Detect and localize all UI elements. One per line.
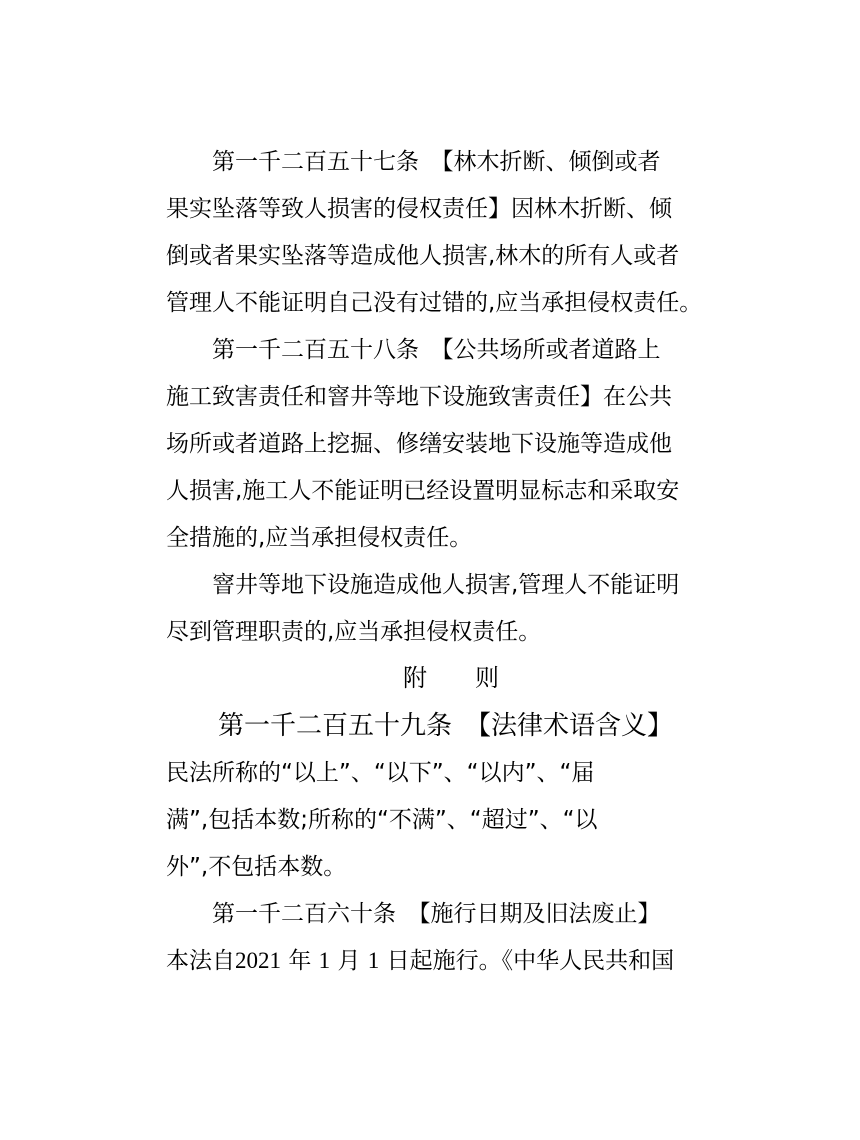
- effective-date-prefix: 本法自: [166, 948, 235, 974]
- effective-year: 2021: [235, 948, 281, 973]
- article-1259-title: 第一千二百五十九条 【法律术语含义】: [218, 711, 674, 741]
- article-1257-title: 第一千二百五十七条 【林木折断、倾倒或者: [212, 149, 661, 175]
- article-1260-title: 第一千二百六十条 【施行日期及旧法废止】: [212, 901, 661, 927]
- effective-month: 1: [318, 948, 331, 973]
- effective-day: 1: [367, 948, 380, 973]
- article-1258-line-4: 人损害,施工人不能证明已经设置明显标志和采取安: [166, 478, 680, 504]
- article-1257-line-2: 果实坠落等致人损害的侵权责任】因林木折断、倾: [166, 196, 672, 222]
- article-1258-para-2-line-2: 尽到管理职责的,应当承担侵权责任。: [166, 619, 542, 645]
- article-1260-line-2: [166, 945, 726, 977]
- article-1259-line-4: 外”,不包括本数。: [166, 854, 347, 880]
- article-1258-line-2: 施工致害责任和窨井等地下设施致害责任】在公共: [166, 384, 672, 410]
- appendix-heading: 附 则: [403, 664, 499, 692]
- effective-year-unit: 年: [288, 948, 312, 974]
- article-1257-line-3: 倒或者果实坠落等造成他人损害,林木的所有人或者: [166, 243, 680, 269]
- article-1258-line-3: 场所或者道路上挖掘、修缮安装地下设施等造成他: [166, 431, 672, 457]
- article-1258-line-5: 全措施的,应当承担侵权责任。: [166, 525, 473, 551]
- article-1258-title: 第一千二百五十八条 【公共场所或者道路上: [212, 337, 661, 363]
- effective-date-suffix: 日起施行。《中华人民共和国: [386, 948, 675, 974]
- article-1258-para-2-line-1: 窨井等地下设施造成他人损害,管理人不能证明: [212, 572, 680, 598]
- effective-month-unit: 月: [337, 948, 361, 974]
- article-1259-line-2: 民法所称的“以上”、“以下”、“以内”、“届: [166, 760, 595, 786]
- article-1259-line-3: 满”,包括本数;所称的“不满”、“超过”、“以: [166, 807, 598, 833]
- article-1257-line-4: 管理人不能证明自己没有过错的,应当承担侵权责任。: [166, 290, 703, 316]
